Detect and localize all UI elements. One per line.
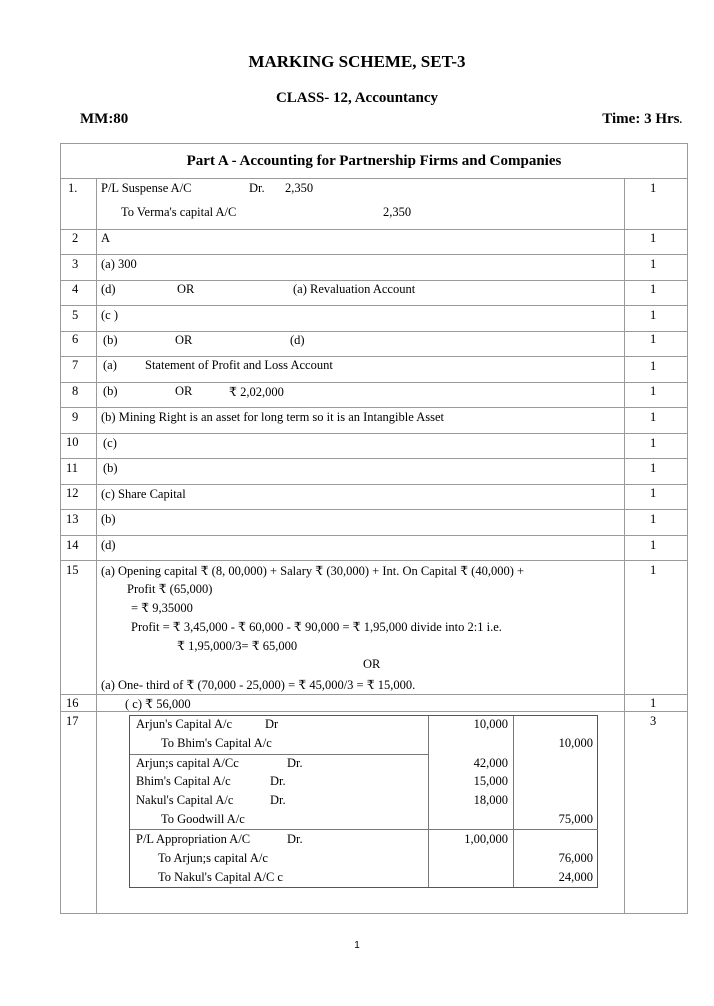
entry3-credit-amount-1: 76,000 <box>558 851 593 865</box>
q10-number: 10 <box>66 435 79 449</box>
q7-number: 7 <box>72 358 79 372</box>
entry2-debit-amount-2: 15,000 <box>473 774 508 788</box>
q11-number: 11 <box>66 461 79 475</box>
q3-answer: (a) 300 <box>101 257 137 271</box>
q15-line-3: = ₹ 9,35000 <box>131 601 193 615</box>
q14-marks: 1 <box>650 538 657 552</box>
row-divider <box>60 305 688 306</box>
entry3-dr-label: Dr. <box>287 832 303 846</box>
row-divider <box>60 458 688 459</box>
q12-number: 12 <box>66 486 79 500</box>
entry1-credit-account: To Bhim's Capital A/c <box>161 736 272 750</box>
q1-credit-amount: 2,350 <box>383 205 412 219</box>
row-divider <box>60 484 688 485</box>
q17-number: 17 <box>66 714 79 728</box>
q6-alt-answer: (d) <box>290 333 305 347</box>
q13-marks: 1 <box>650 512 657 526</box>
q8-answer: (b) <box>103 384 118 398</box>
q13-answer: (b) <box>101 512 116 526</box>
q5-number: 5 <box>72 308 79 322</box>
q10-marks: 1 <box>650 436 657 450</box>
q2-answer: A <box>101 231 111 245</box>
row-divider <box>60 331 688 332</box>
entry1-dr-label: Dr <box>265 717 279 731</box>
q14-answer: (d) <box>101 538 116 552</box>
q15-line-5: ₹ 1,95,000/3= ₹ 65,000 <box>177 639 298 653</box>
q6-marks: 1 <box>650 332 657 346</box>
entry2-debit-account-2: Bhim's Capital A/c <box>136 774 231 788</box>
q6-or: OR <box>175 333 193 347</box>
time-dot: . <box>679 115 682 126</box>
entry2-credit-amount: 75,000 <box>558 812 593 826</box>
row-divider <box>60 229 688 230</box>
journal-col-divider <box>428 716 429 887</box>
q6-answer: (b) <box>103 333 118 347</box>
q15-line-7: (a) One- third of ₹ (70,000 - 25,000) = ₹ 45,000/3 = ₹ 15,000. <box>101 678 416 692</box>
journal-row-divider <box>428 829 598 830</box>
q11-marks: 1 <box>650 461 657 475</box>
q12-marks: 1 <box>650 486 657 500</box>
q7-answer-text: Statement of Profit and Loss Account <box>145 358 333 372</box>
q1-number: 1. <box>68 181 78 195</box>
row-divider <box>60 254 688 255</box>
q17-marks: 3 <box>650 714 657 728</box>
entry3-credit-account-2: To Nakul's Capital A/C c <box>158 870 283 884</box>
row-divider <box>60 509 688 510</box>
q15-number: 15 <box>66 563 79 577</box>
q9-answer: (b) Mining Right is an asset for long term so it is an Intangible Asset <box>101 410 445 424</box>
journal-row-divider <box>130 754 428 755</box>
entry3-debit-account: P/L Appropriation A/C <box>136 832 251 846</box>
row-divider <box>60 382 688 383</box>
q5-answer: (c ) <box>101 308 118 322</box>
q16-answer: ( c) ₹ 56,000 <box>125 697 191 711</box>
q8-marks: 1 <box>650 384 657 398</box>
entry2-credit-account: To Goodwill A/c <box>161 812 245 826</box>
journal-col-divider <box>513 716 514 887</box>
q1-marks: 1 <box>650 181 657 195</box>
q3-number: 3 <box>72 257 79 271</box>
entry3-credit-amount-2: 24,000 <box>558 870 593 884</box>
q4-number: 4 <box>72 282 79 296</box>
entry2-dr-label-1: Dr. <box>287 756 303 770</box>
q6-number: 6 <box>72 332 79 346</box>
q7-answer: (a) <box>103 358 117 372</box>
entry1-debit-account: Arjun's Capital A/c <box>136 717 232 731</box>
page-number: 1 <box>354 940 360 951</box>
row-divider <box>60 560 688 561</box>
q4-marks: 1 <box>650 282 657 296</box>
time-text: Time: 3 Hrs <box>602 111 680 127</box>
q1-dr-label: Dr. <box>249 181 265 195</box>
q4-alt-answer: (a) Revaluation Account <box>293 282 416 296</box>
q3-marks: 1 <box>650 257 657 271</box>
q8-number: 8 <box>72 384 79 398</box>
col-divider-no <box>96 179 97 914</box>
q13-number: 13 <box>66 512 79 526</box>
q10-answer: (c) <box>103 436 117 450</box>
q4-or: OR <box>177 282 195 296</box>
q16-number: 16 <box>66 696 79 710</box>
q5-marks: 1 <box>650 308 657 322</box>
row-divider <box>60 356 688 357</box>
q15-line-2: Profit ₹ (65,000) <box>127 582 213 596</box>
entry3-debit-amount: 1,00,000 <box>464 832 508 846</box>
q15-line-1: (a) Opening capital ₹ (8, 00,000) + Salary ₹ (30,000) + Int. On Capital ₹ (40,000) + <box>101 564 525 578</box>
q11-answer: (b) <box>103 461 118 475</box>
entry2-debit-amount-1: 42,000 <box>473 756 508 770</box>
entry1-debit-amount: 10,000 <box>473 717 508 731</box>
q9-number: 9 <box>72 410 79 424</box>
q16-marks: 1 <box>650 696 657 710</box>
document-subtitle: CLASS- 12, Accountancy <box>275 90 439 106</box>
q15-line-4: Profit = ₹ 3,45,000 - ₹ 60,000 - ₹ 90,000 = ₹ 1,95,000 divide into 2:1 i.e. <box>131 620 502 634</box>
entry1-credit-amount: 10,000 <box>558 736 593 750</box>
journal-entries-table <box>129 715 598 888</box>
q1-debit-account: P/L Suspense A/C <box>101 181 192 195</box>
row-divider <box>60 407 688 408</box>
q15-marks: 1 <box>650 563 657 577</box>
row-divider <box>60 535 688 536</box>
time-allowed <box>602 111 682 128</box>
document-title: MARKING SCHEME, SET-3 <box>248 52 466 71</box>
q8-or: OR <box>175 384 193 398</box>
max-marks: MM:80 <box>80 111 129 127</box>
row-divider <box>60 433 688 434</box>
entry2-debit-account-1: Arjun;s capital A/Cc <box>136 756 239 770</box>
q8-alt-answer: ₹ 2,02,000 <box>229 385 284 399</box>
q7-marks: 1 <box>650 359 657 373</box>
q1-credit-account: To Verma's capital A/C <box>121 205 237 219</box>
q1-debit-amount: 2,350 <box>285 181 314 195</box>
entry2-dr-label-3: Dr. <box>270 793 286 807</box>
q2-number: 2 <box>72 231 79 245</box>
row-divider <box>60 280 688 281</box>
q14-number: 14 <box>66 538 79 552</box>
col-divider-marks <box>624 179 625 914</box>
q2-marks: 1 <box>650 231 657 245</box>
entry2-debit-amount-3: 18,000 <box>473 793 508 807</box>
entry3-credit-account-1: To Arjun;s capital A/c <box>158 851 268 865</box>
entry2-debit-account-3: Nakul's Capital A/c <box>136 793 234 807</box>
journal-row-divider <box>130 829 428 830</box>
part-a-heading: Part A - Accounting for Partnership Firms and Companies <box>60 143 688 179</box>
q12-answer: (c) Share Capital <box>101 487 186 501</box>
entry2-dr-label-2: Dr. <box>270 774 286 788</box>
q4-answer: (d) <box>101 282 116 296</box>
q9-marks: 1 <box>650 410 657 424</box>
row-divider <box>60 694 688 695</box>
q15-line-6: OR <box>363 657 381 671</box>
